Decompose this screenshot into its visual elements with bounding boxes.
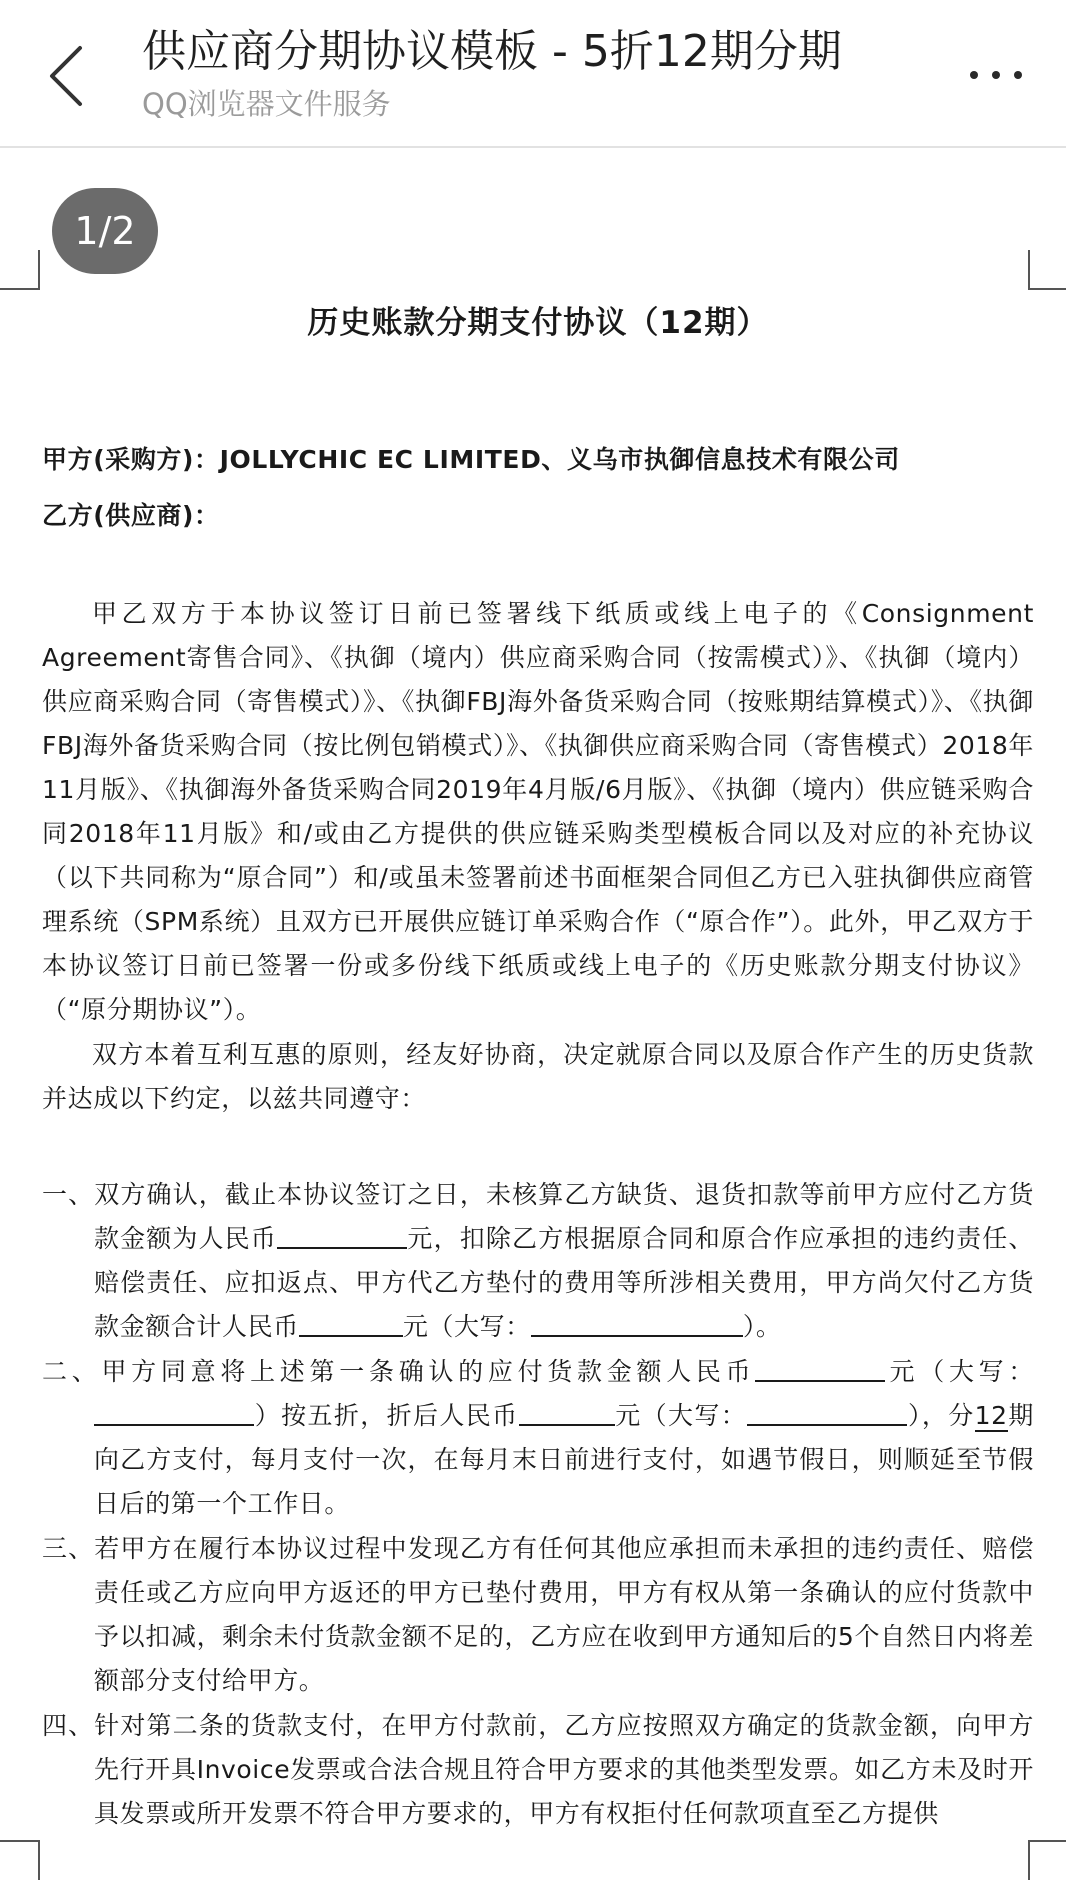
amount-words-blank <box>747 1400 907 1426</box>
clause-number: 三、 <box>42 1534 95 1563</box>
chevron-left-icon <box>40 40 100 112</box>
page-indicator-badge: 1/2 <box>52 188 158 274</box>
installment-count: 12 <box>974 1401 1008 1430</box>
clause-text: 双方确认，截止本协议签订之日，未核算乙方缺货、退货扣款等前甲方应付乙方货款金额为人民币 <box>94 1180 1035 1253</box>
clause-text: 元（大写： <box>614 1401 748 1430</box>
page-corner-mark <box>1028 1840 1066 1880</box>
page-corner-mark <box>0 250 40 290</box>
more-dots-icon <box>1014 71 1022 79</box>
more-dots-icon <box>970 71 978 79</box>
clause-text: 元，扣除乙方根据原合同和原合作应承担的违约责任、赔偿责任、应扣返点、甲方代乙方垫付的费用等所涉相关费用，甲方尚欠付乙方货款金额合计人民币 <box>94 1224 1034 1341</box>
clause-2 <box>42 1350 1034 1526</box>
clause-text: 若甲方在履行本协议过程中发现乙方有任何其他应承担而未承担的违约责任、赔偿责任或乙方应向甲方返还的甲方已垫付费用，甲方有权从第一条确认的应付货款中予以扣减，剩余未付货款金额不足的，乙方应在收到甲方通知后的5个自然日内将差额部分支付给甲方。 <box>94 1534 1035 1695</box>
amount-blank <box>299 1311 403 1337</box>
purpose-paragraph: 双方本着互利互惠的原则，经友好协商，决定就原合同以及原合作产生的历史货款并达成以下约定，以兹共同遵守： <box>42 1040 1034 1113</box>
amount-words-blank <box>94 1400 254 1426</box>
top-app-bar <box>0 0 1066 148</box>
clause-number: 四、 <box>42 1711 95 1740</box>
clause-text: ）按五折，折后人民币 <box>254 1401 519 1430</box>
clause-text: 针对第二条的货款支付，在甲方付款前，乙方应按照双方确定的货款金额，向甲方先行开具Invoice发票或合法合规且符合甲方要求的其他类型发票。如乙方未及时开具发票或所开发票不符合甲方要求的，甲方有权拒付任何款项直至乙方提供 <box>94 1711 1035 1828</box>
amount-words-blank <box>531 1311 743 1337</box>
clause-number: 一、 <box>42 1180 95 1209</box>
clause-3 <box>42 1527 1034 1703</box>
clause-text: 甲方同意将上述第一条确认的应付货款金额人民币 <box>101 1357 756 1386</box>
amount-blank <box>519 1400 615 1426</box>
more-dots-icon <box>992 71 1000 79</box>
document-title-header: 供应商分期协议模板 - 5折12期分期 <box>142 26 842 77</box>
clause-text: 元（大写： <box>402 1312 531 1341</box>
back-button[interactable] <box>40 40 100 112</box>
clause-number: 二、 <box>42 1357 102 1386</box>
preamble-paragraph: 甲乙双方于本协议签订日前已签署线下纸质或线上电子的《Consignment Agreement寄售合同》、《执御（境内）供应商采购合同（按需模式）》、《执御（境内）供应商采购合同（寄售模式）》、《执御FBJ海外备货采购合同（按账期结算模式）》、《执御FBJ海外备货采购合同（按比例包销模式）》、《执御供应商采购合同（寄售模式）2018年11月版》、《执御海外备货采购合同2019年4月版/6月版》、《执御（境内）供应链采购合同2018年11月版》和/或由乙方提供的供应链采购类型模板合同以及对应的补充协议（以下共同称为“原合同”）和/或虽未签署前述书面框架合同但乙方已入驻执御供应商管理系统（SPM系统）且双方已开展供应链订单采购合作（“原合作”）。此外，甲乙双方于本协议签订日前已签署一份或多份线下纸质或线上电子的《历史账款分期支付协议》（“原分期协议”）。 <box>42 599 1034 1024</box>
clause-text: ）。 <box>742 1312 782 1341</box>
agreement-title: 历史账款分期支付协议（12期） <box>307 305 769 341</box>
amount-blank <box>277 1223 407 1249</box>
page-corner-mark <box>0 1840 40 1880</box>
party-b-line: 乙方(供应商)： <box>42 501 220 530</box>
party-a-line: 甲方(采购方)：JOLLYCHIC EC LIMITED、义乌市执御信息技术有限公司 <box>42 445 900 474</box>
clause-4 <box>42 1704 1034 1836</box>
clause-text: 期向乙方支付，每月支付一次，在每月末日前进行支付，如遇节假日，则顺延至节假日后的第一个工作日。 <box>94 1401 1034 1518</box>
more-options-button[interactable] <box>970 60 1040 90</box>
clause-1 <box>42 1173 1034 1349</box>
amount-blank <box>755 1356 885 1382</box>
page-corner-mark <box>1028 250 1066 290</box>
header-subtitle: QQ浏览器文件服务 <box>142 87 391 121</box>
clause-text: 元（大写： <box>885 1357 1034 1386</box>
clause-text: ），分 <box>907 1401 975 1430</box>
